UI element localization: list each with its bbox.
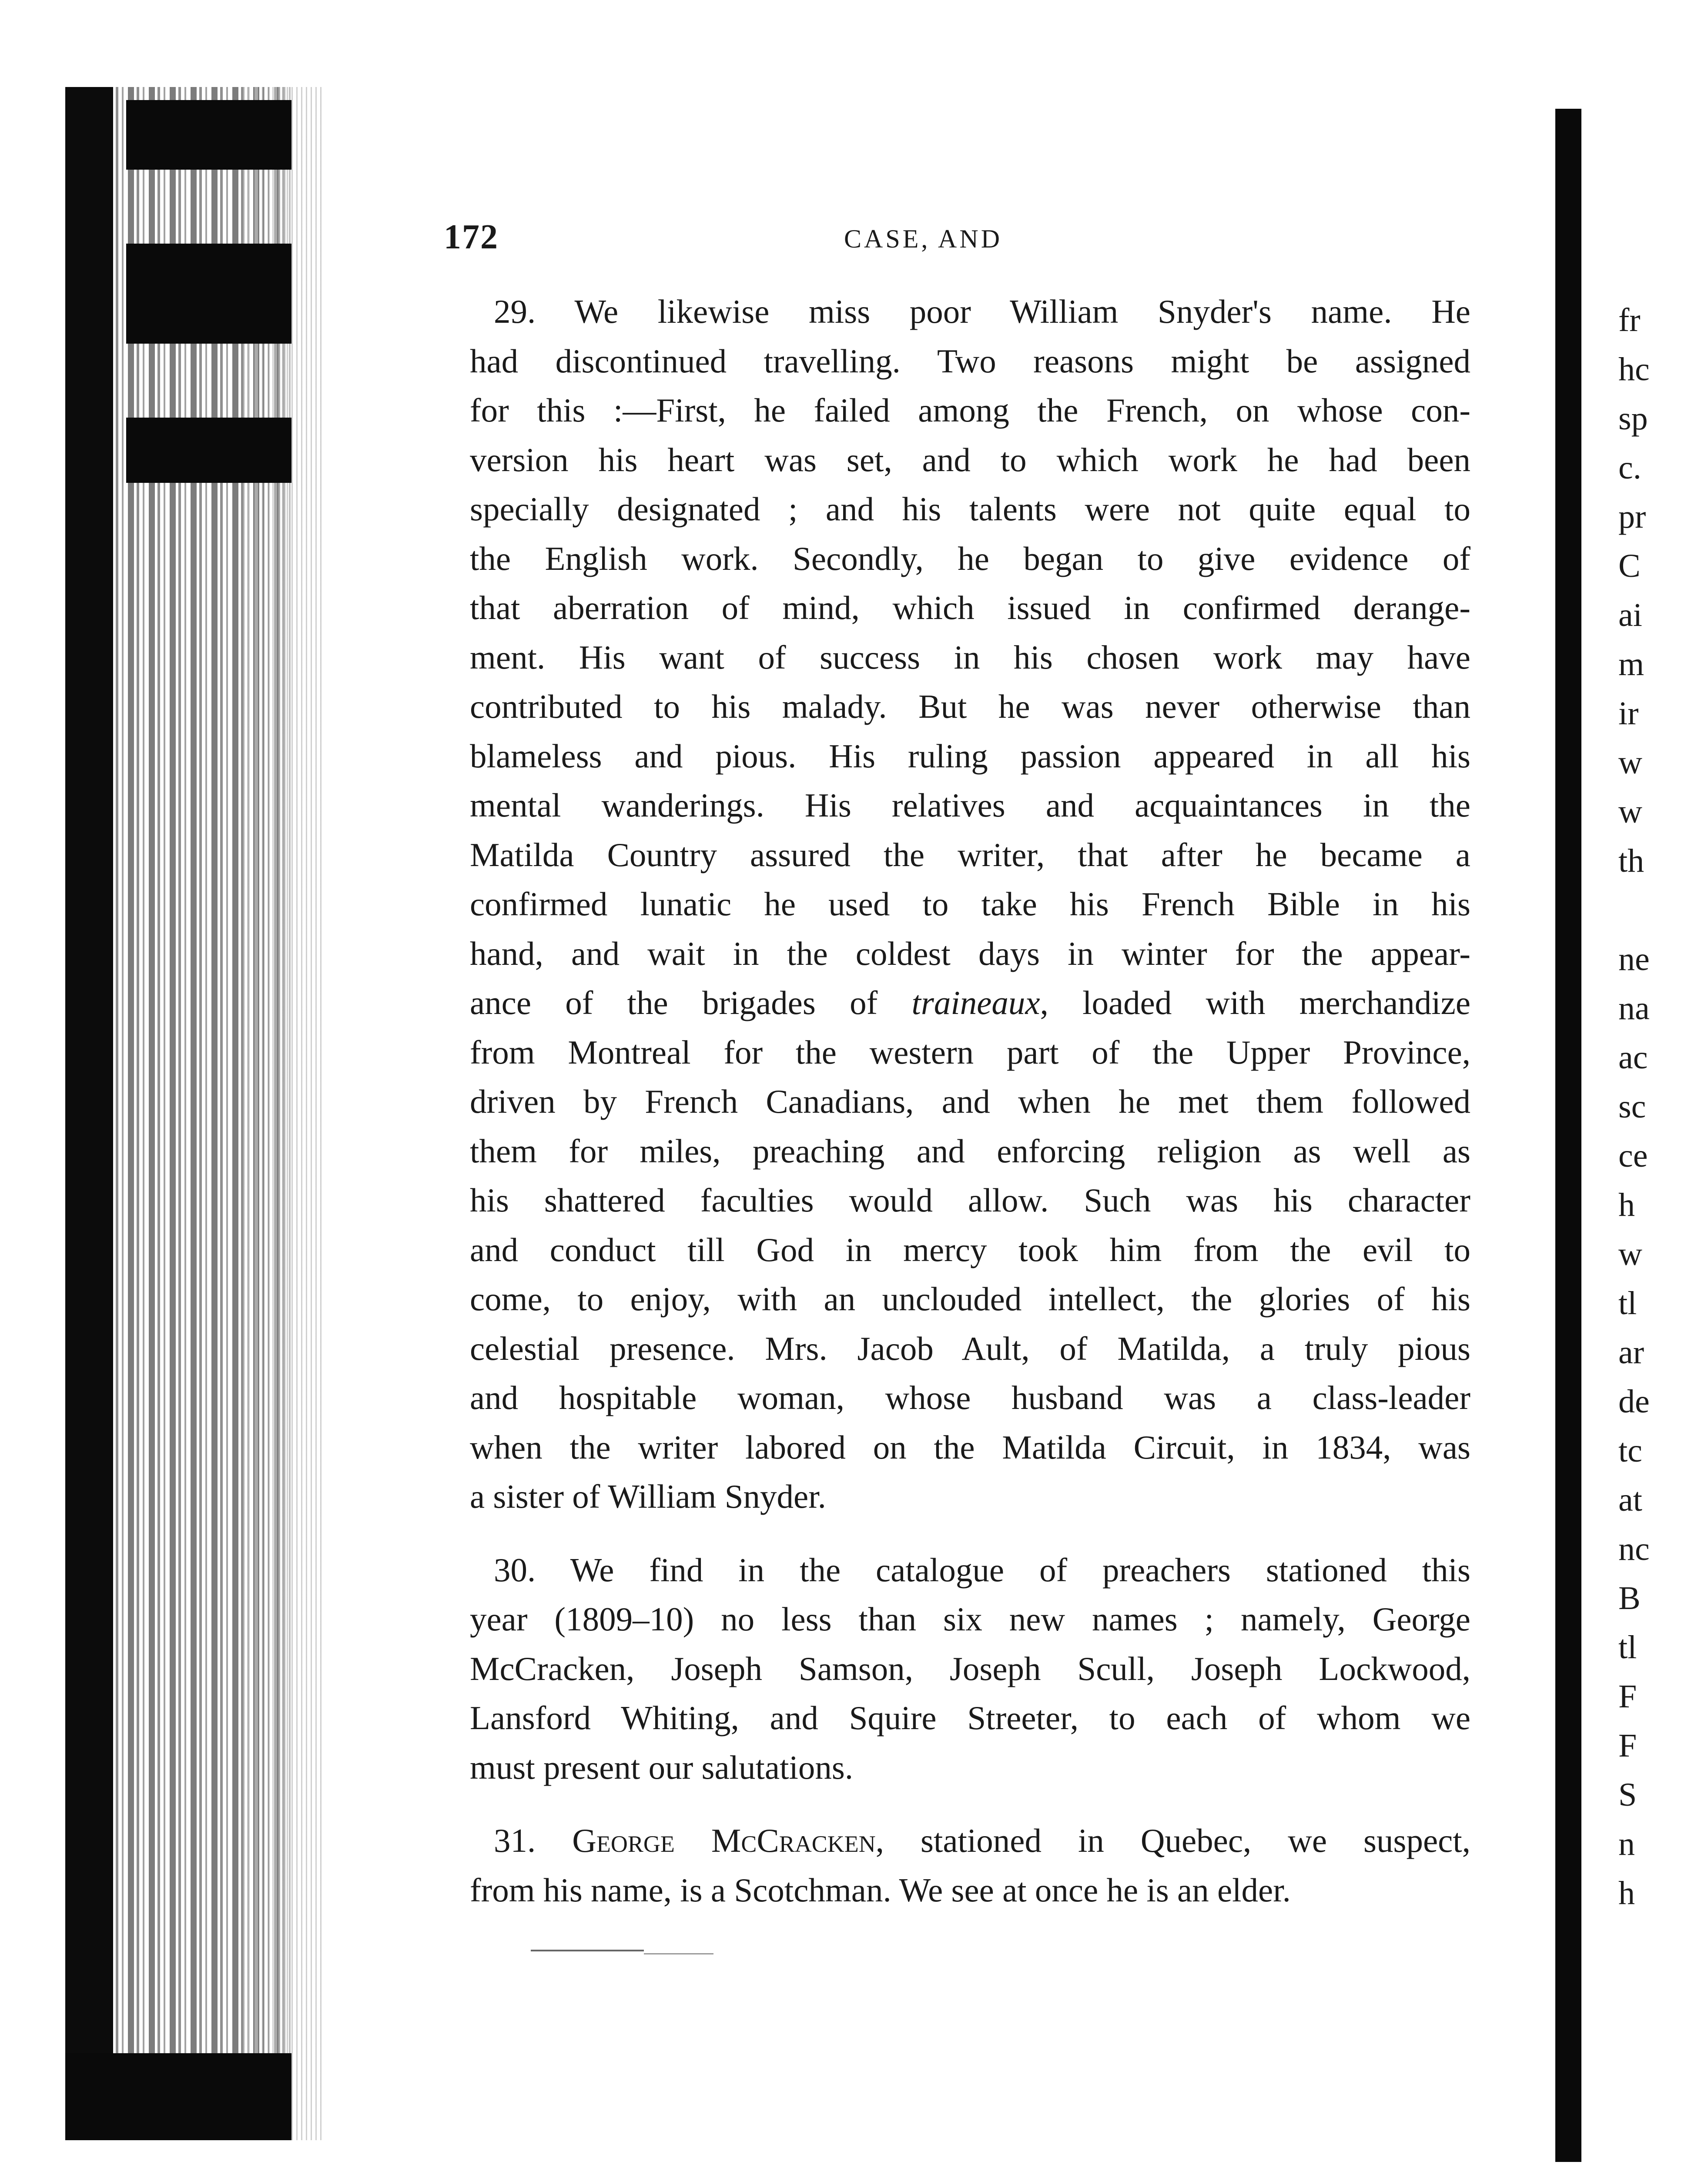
facing-page-line: hc: [1618, 351, 1650, 388]
text-line: blameless and pious. His ruling passion appeared in all his: [470, 737, 1470, 775]
facing-page-line: ar: [1618, 1334, 1644, 1371]
paragraph-number: 31.: [494, 1822, 573, 1859]
text-line: the English work. Secondly, he began to give evidence of: [470, 539, 1470, 577]
facing-page-line: ce: [1618, 1138, 1648, 1174]
text-line: from his name, is a Scotchman. We see at once he is an elder.: [470, 1871, 1291, 1909]
facing-page-line: ir: [1618, 695, 1639, 732]
facing-page-line: ac: [1618, 1039, 1648, 1076]
text-line: come, to enjoy, with an unclouded intellect, the glories of his: [470, 1280, 1470, 1318]
facing-page-line: C: [1618, 548, 1641, 584]
page-number: 172: [444, 218, 499, 256]
facing-page-line: fr: [1618, 302, 1641, 338]
text-line: ment. His want of success in his chosen work may have: [470, 638, 1470, 676]
text-run: , stationed in Quebec, we suspect,: [875, 1822, 1470, 1859]
facing-page-line: F: [1618, 1727, 1637, 1764]
facing-page-line: h: [1618, 1187, 1635, 1223]
facing-page-line: B: [1618, 1580, 1641, 1616]
text-line: contributed to his malady. But he was never otherwise than: [470, 688, 1470, 725]
facing-page-line: sp: [1618, 400, 1648, 437]
facing-page-line: h: [1618, 1875, 1635, 1911]
text-line: that aberration of mind, which issued in confirmed derange-: [470, 589, 1470, 626]
facing-page-line: de: [1618, 1383, 1650, 1420]
italic-word: traineaux: [911, 984, 1040, 1021]
text-line: from Montreal for the western part of the Upper Province,: [470, 1033, 1470, 1071]
text-line: confirmed lunatic he used to take his French Bible in his: [470, 885, 1470, 923]
paragraph-gap: [470, 1522, 1470, 1546]
facing-page-line: w: [1618, 793, 1642, 830]
binding-gutter-fade: [244, 87, 322, 2140]
text-line: Lansford Whiting, and Squire Streeter, to each of whom we: [470, 1699, 1470, 1737]
gutter-dark-block: [65, 2053, 291, 2140]
paragraph-gap: [470, 1792, 1470, 1816]
facing-page-line: ne: [1618, 941, 1650, 977]
gutter-dark-block: [126, 244, 291, 344]
text-line: celestial presence. Mrs. Jacob Ault, of Matilda, a truly pious: [470, 1329, 1470, 1367]
facing-page-line: tl: [1618, 1629, 1637, 1666]
facing-page-line: w: [1618, 744, 1642, 781]
text-line: ance of the brigades of traineaux, loaded with merchandize: [470, 984, 1471, 1021]
text-line: when the writer labored on the Matilda Circuit, in 1834, was: [470, 1428, 1470, 1466]
text-line: Matilda Country assured the writer, that after he became a: [470, 836, 1470, 873]
facing-page-line: c.: [1618, 449, 1641, 486]
facing-page-line: tc: [1618, 1432, 1642, 1469]
facing-page-line: [1618, 886, 1708, 935]
body-text: [470, 287, 1470, 1915]
facing-page-line: th: [1618, 843, 1644, 879]
text-line: specially designated ; and his talents were not quite equal to: [470, 490, 1470, 528]
facing-page-line: ai: [1618, 597, 1642, 633]
text-line: and hospitable woman, whose husband was a class-leader: [470, 1379, 1470, 1416]
facing-page-line: at: [1618, 1482, 1642, 1518]
text-line: mental wanderings. His relatives and acquaintances in the: [470, 786, 1470, 824]
text-line: year (1809–10) no less than six new names ; namely, George: [470, 1600, 1470, 1638]
facing-page-line: na: [1618, 990, 1650, 1027]
facing-page-line: tl: [1618, 1285, 1637, 1322]
facing-page-line: F: [1618, 1678, 1637, 1715]
facing-page-line: n: [1618, 1826, 1635, 1862]
text-line: a sister of William Snyder.: [470, 1478, 826, 1515]
text-line: version his heart was set, and to which work he had been: [470, 441, 1470, 478]
text-line: driven by French Canadians, and when he met them followed: [470, 1083, 1470, 1120]
scan-mark: [644, 1953, 713, 1954]
text-line: must present our salutations.: [470, 1748, 854, 1786]
text-line: [494, 1816, 1470, 1866]
facing-page-line: S: [1618, 1777, 1637, 1813]
text-line: his shattered faculties would allow. Such was his character: [470, 1181, 1470, 1219]
facing-page-line: nc: [1618, 1531, 1650, 1567]
person-name-small-caps: George McCracken: [572, 1822, 876, 1859]
scan-mark: [531, 1950, 644, 1951]
binding-gutter-edge: [65, 87, 113, 2140]
gutter-dark-block: [126, 100, 291, 170]
page-edge-bar: [1555, 109, 1581, 2162]
text-line: 30. We find in the catalogue of preachers stationed this: [494, 1551, 1470, 1589]
text-line: for this :—First, he failed among the French, on whose con-: [470, 392, 1470, 429]
text-line: McCracken, Joseph Samson, Joseph Scull, Joseph Lockwood,: [470, 1650, 1470, 1687]
text-line: them for miles, preaching and enforcing religion as well as: [470, 1132, 1470, 1170]
text-line: hand, and wait in the coldest days in winter for the appear-: [470, 934, 1470, 972]
running-title: CASE, AND: [844, 224, 1003, 253]
facing-page-line: sc: [1618, 1088, 1646, 1125]
text-line: and conduct till God in mercy took him from the evil to: [470, 1231, 1470, 1268]
gutter-dark-block: [126, 418, 291, 483]
text-line: had discontinued travelling. Two reasons might be assigned: [470, 342, 1470, 380]
facing-page-fragment: [1618, 296, 1708, 2036]
facing-page-line: m: [1618, 646, 1644, 683]
facing-page-line: pr: [1618, 499, 1646, 535]
text-line: 29. We likewise miss poor William Snyder's name. He: [494, 293, 1470, 330]
facing-page-line: w: [1618, 1236, 1642, 1272]
